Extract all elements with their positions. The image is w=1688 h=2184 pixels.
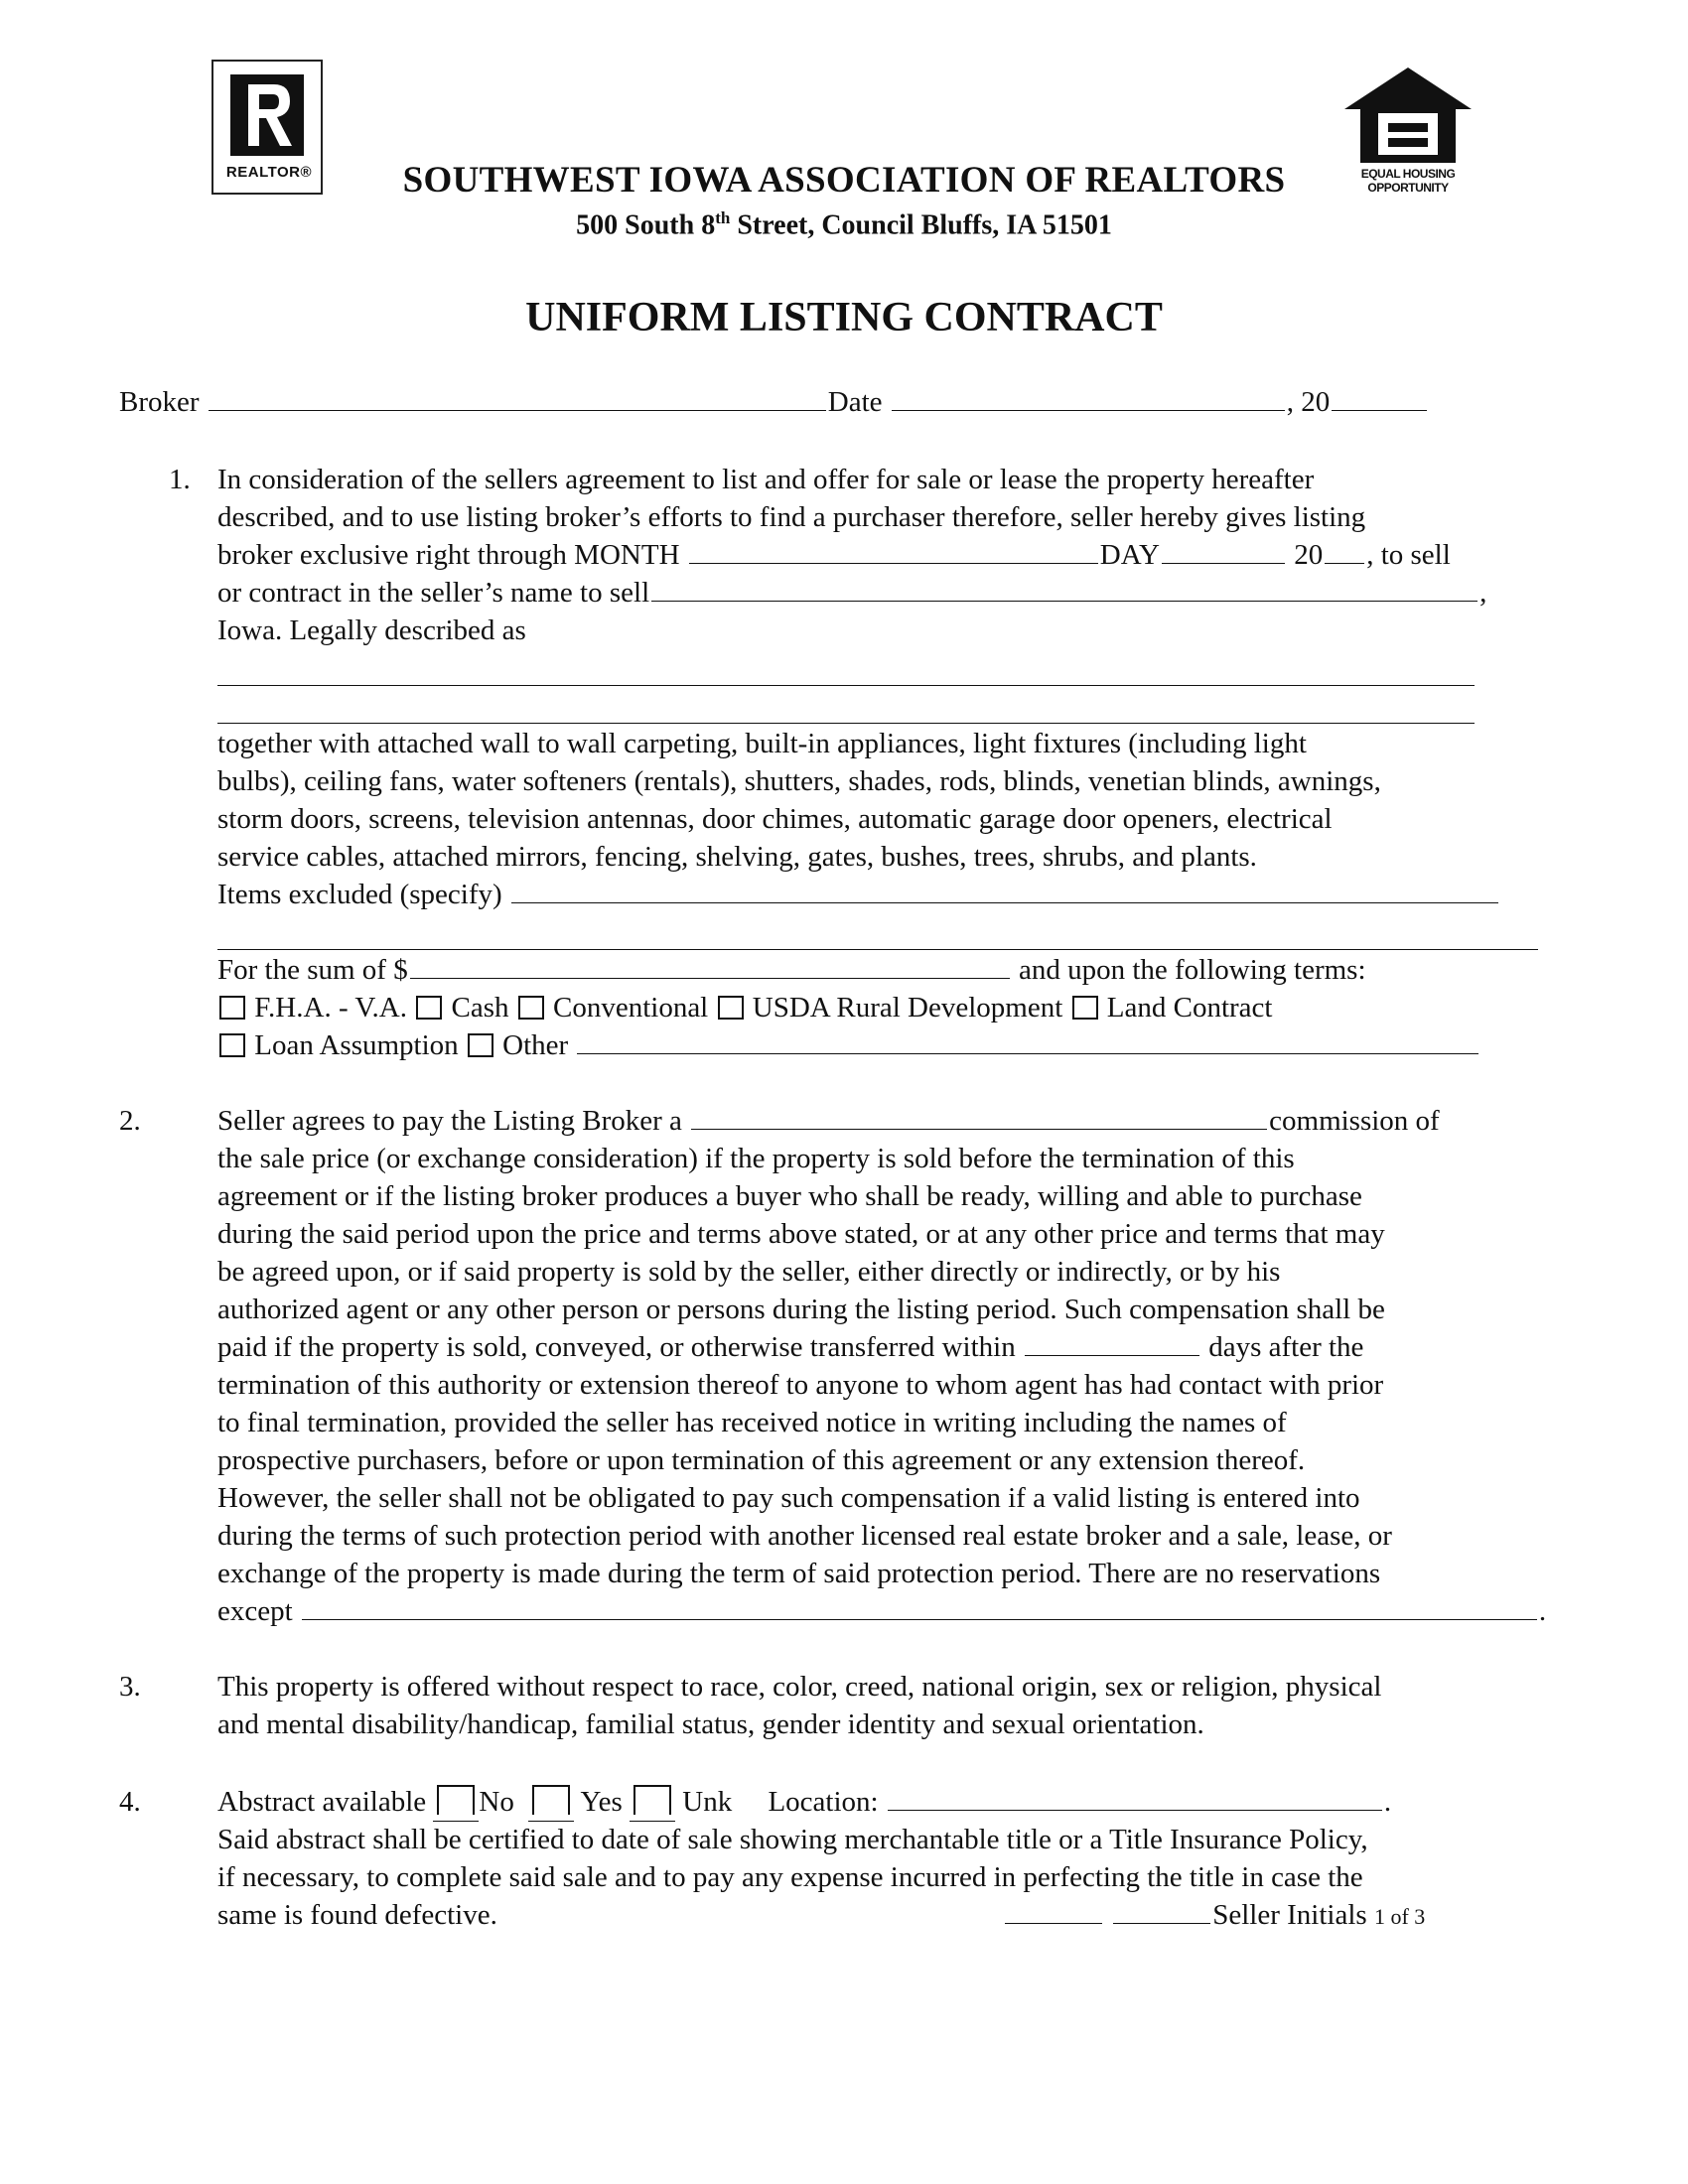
property-location-field[interactable] <box>651 577 1477 602</box>
section-4-line: Said abstract shall be certified to date of sale showing merchantable title or a Title Insurance Policy, <box>217 1824 1368 1855</box>
protection-days-field[interactable] <box>1025 1331 1199 1356</box>
legal-description-field[interactable] <box>217 723 1475 724</box>
legal-description-field[interactable] <box>217 685 1475 686</box>
section-3-line: and mental disability/handicap, familial status, gender identity and sexual orientation. <box>217 1708 1204 1740</box>
section-2-line: the sale price (or exchange consideration) if the property is sold before the termination of this <box>217 1143 1295 1174</box>
text-span: USDA Rural Development <box>752 992 1063 1024</box>
organization-name: SOUTHWEST IOWA ASSOCIATION OF REALTORS <box>402 160 1286 201</box>
section-1-number: 1. <box>169 464 191 495</box>
other-terms-field[interactable] <box>577 1029 1478 1054</box>
organization-address <box>298 208 1390 241</box>
section-2-line: during the said period upon the price and terms above stated, or at any other price and terms that may <box>217 1218 1385 1250</box>
section-2-line: prospective purchasers, before or upon termination of this agreement or any extension thereof. <box>217 1444 1306 1476</box>
text-span: For the sum of $ <box>217 954 408 986</box>
text-span: Loan Assumption <box>254 1029 459 1061</box>
reservations-field[interactable] <box>302 1595 1537 1620</box>
text-span: Items excluded (specify) <box>217 879 502 910</box>
text-span: Conventional <box>552 992 709 1024</box>
sum-line <box>217 951 1366 989</box>
abstract-no-checkbox[interactable] <box>433 1783 479 1822</box>
section-2-line: be agreed upon, or if said property is sold by the seller, either directly or indirectly, or by his <box>217 1256 1281 1288</box>
seller-initials-line <box>1003 1896 1425 1936</box>
text-span: except <box>217 1595 293 1627</box>
abstract-location-field[interactable] <box>888 1786 1382 1811</box>
section-4-line: same is found defective. <box>217 1899 497 1931</box>
address-sup: th <box>715 208 731 227</box>
text-span: , <box>1479 577 1487 609</box>
text-span: days after the <box>1200 1331 1364 1363</box>
items-excluded-field[interactable] <box>217 949 1538 950</box>
inclusions-line: service cables, attached mirrors, fencing, shelving, gates, bushes, trees, shrubs, and plants. <box>217 841 1257 873</box>
seller-initials-label: Seller Initials <box>1212 1899 1367 1931</box>
date-field[interactable] <box>892 386 1285 411</box>
conventional-checkbox[interactable] <box>518 996 544 1020</box>
loan-assumption-checkbox[interactable] <box>219 1033 245 1057</box>
text-span: paid if the property is sold, conveyed, or otherwise transferred within <box>217 1331 1016 1363</box>
section-2-line: However, the seller shall not be obligated to pay such compensation if a valid listing is entered into <box>217 1482 1360 1514</box>
section-1-line: In consideration of the sellers agreement to list and offer for sale or lease the property hereafter <box>217 464 1315 495</box>
text-span: broker exclusive right through MONTH <box>217 539 680 571</box>
text-span: Cash <box>451 992 509 1024</box>
text-span: Unk <box>682 1786 733 1818</box>
equal-housing-text: EQUAL HOUSING OPPORTUNITY <box>1360 167 1456 195</box>
text-span: Location: <box>768 1786 879 1818</box>
section-2-line: during the terms of such protection period with another licensed real estate broker and a sale, lease, or <box>217 1520 1392 1552</box>
section-2-line <box>217 1328 1363 1366</box>
inclusions-line: together with attached wall to wall carpeting, built-in appliances, light fixtures (including light <box>217 728 1307 759</box>
text-span: and upon the following terms: <box>1011 954 1366 986</box>
checkbox-square <box>633 1785 671 1815</box>
abstract-yes-checkbox[interactable] <box>528 1783 574 1822</box>
section-2-line: authorized agent or any other person or persons during the listing period. Such compensation shall be <box>217 1294 1385 1325</box>
text-span: . <box>1538 1595 1547 1627</box>
text-span: F.H.A. - V.A. <box>254 992 407 1024</box>
fha-va-checkbox[interactable] <box>219 996 245 1020</box>
text-span: Yes <box>580 1786 623 1818</box>
abstract-unk-checkbox[interactable] <box>630 1783 675 1822</box>
page-number: 1 of 3 <box>1373 1904 1426 1929</box>
inclusions-line: bulbs), ceiling fans, water softeners (rentals), shutters, shades, rods, blinds, venetian blinds, awnings, <box>217 765 1381 797</box>
address-part: 500 South 8 <box>576 209 716 241</box>
text-span: or contract in the seller’s name to sell <box>217 577 650 609</box>
section-2-line: termination of this authority or extension thereof to anyone to whom agent has had contact with prior <box>217 1369 1384 1401</box>
address-part: Street, Council Bluffs, IA 51501 <box>730 209 1112 241</box>
section-4-number: 4. <box>119 1786 141 1818</box>
seller-initials-field[interactable] <box>1005 1899 1102 1924</box>
text-span: commission of <box>1269 1105 1440 1137</box>
items-excluded-line <box>217 876 1500 913</box>
day-field[interactable] <box>1162 539 1285 564</box>
section-2-line: agreement or if the listing broker produces a buyer who shall be ready, willing and able to purchase <box>217 1180 1362 1212</box>
year-field[interactable] <box>1325 539 1364 564</box>
section-2-line <box>217 1592 1546 1630</box>
text-span: 20 <box>1286 539 1324 571</box>
section-4-line <box>217 1783 1391 1822</box>
section-1-line: Iowa. Legally described as <box>217 614 526 646</box>
sum-field[interactable] <box>410 954 1010 979</box>
other-checkbox[interactable] <box>468 1033 493 1057</box>
section-2-line: to final termination, provided the seller has received notice in writing including the names of <box>217 1407 1287 1438</box>
checkbox-square <box>532 1785 570 1815</box>
realtor-logo-text: REALTOR® <box>225 164 313 181</box>
section-1-line: described, and to use listing broker’s efforts to find a purchaser therefore, seller hereby gives listing <box>217 501 1366 533</box>
terms-line <box>217 989 1272 1026</box>
section-2-line <box>217 1102 1440 1140</box>
section-3-number: 3. <box>119 1671 141 1703</box>
text-span: Other <box>502 1029 569 1061</box>
text-span: No <box>479 1786 514 1818</box>
section-4-line: if necessary, to complete said sale and to pay any expense incurred in perfecting the title in case the <box>217 1861 1363 1893</box>
month-field[interactable] <box>689 539 1098 564</box>
terms-line <box>217 1026 1480 1064</box>
date-label: Date <box>827 386 883 418</box>
text-span: Abstract available <box>217 1786 427 1818</box>
section-1-line <box>217 574 1486 612</box>
inclusions-line: storm doors, screens, television antennas, door chimes, automatic garage door openers, electrical <box>217 803 1333 835</box>
usda-checkbox[interactable] <box>718 996 744 1020</box>
text-span: DAY <box>1099 539 1160 571</box>
year-field[interactable] <box>1332 386 1427 411</box>
commission-field[interactable] <box>691 1105 1267 1130</box>
broker-label: Broker <box>119 386 200 418</box>
broker-date-line <box>119 383 1429 421</box>
seller-initials-field[interactable] <box>1113 1899 1210 1924</box>
realtor-r-icon <box>230 74 304 156</box>
items-excluded-field[interactable] <box>511 879 1498 903</box>
section-2-number: 2. <box>119 1105 141 1137</box>
checkbox-square <box>437 1785 475 1815</box>
text-span: , to sell <box>1366 539 1451 571</box>
document-title: UNIFORM LISTING CONTRACT <box>525 295 1163 341</box>
land-contract-checkbox[interactable] <box>1072 996 1098 1020</box>
section-3-line: This property is offered without respect to race, color, creed, national origin, sex or religion, physical <box>217 1671 1382 1703</box>
section-1-line <box>217 536 1451 574</box>
cash-checkbox[interactable] <box>416 996 442 1020</box>
text-span: Land Contract <box>1106 992 1273 1024</box>
text-span: . <box>1383 1786 1392 1818</box>
broker-field[interactable] <box>209 386 826 411</box>
house-icon <box>1340 64 1476 167</box>
year-prefix: , 20 <box>1286 386 1331 418</box>
section-2-line: exchange of the property is made during the term of said protection period. There are no reservations <box>217 1558 1381 1589</box>
text-span: Seller agrees to pay the Listing Broker a <box>217 1105 682 1137</box>
